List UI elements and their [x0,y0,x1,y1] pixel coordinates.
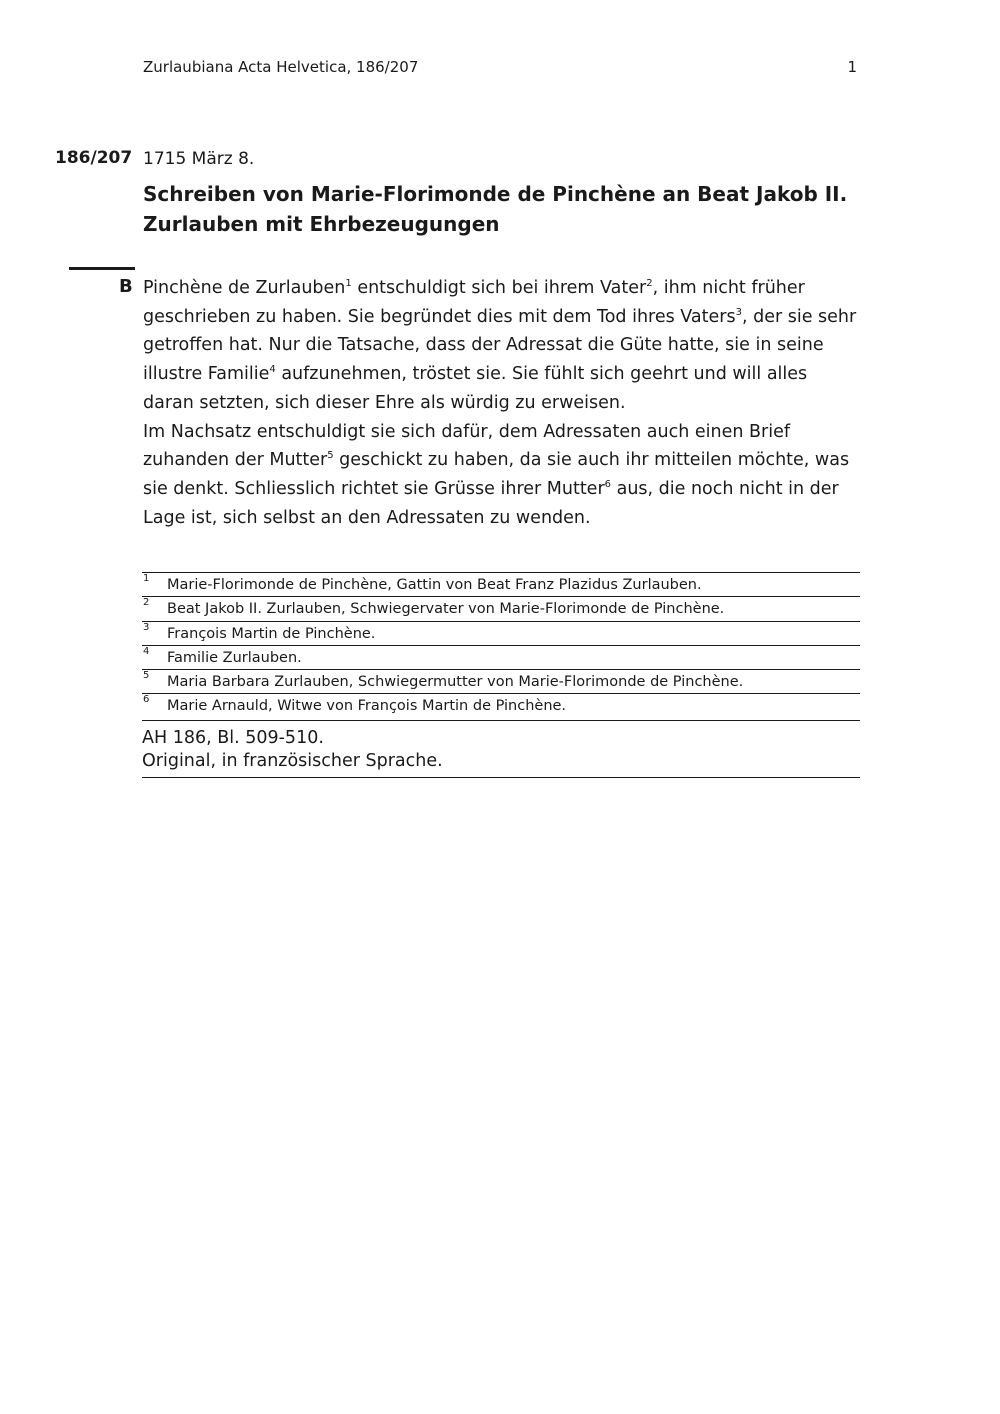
text-run: Pinchène de Zurlauben [143,278,346,298]
footnote-text: Beat Jakob II. Zurlauben, Schwiegervater von Marie-Florimonde de Pinchène. [167,601,725,618]
footnote-text: Marie Arnauld, Witwe von François Martin de Pinchène. [167,698,567,715]
footnote [142,622,860,646]
footnote [142,573,860,597]
footnote [142,694,860,721]
footnote-text: Maria Barbara Zurlauben, Schwiegermutter von Marie-Florimonde de Pinchène. [167,674,744,691]
footnote-text: Marie-Florimonde de Pinchène, Gattin von Beat Franz Plazidus Zurlauben. [167,577,702,593]
source-archive-ref: AH 186, Bl. 509-510. [142,728,324,748]
entry-number: 186/207 [55,148,133,168]
footnote-number: 4 [143,645,150,657]
header-title: Zurlaubiana Acta Helvetica, 186/207 [143,58,419,76]
text-run: aus, die noch nicht in der Lage ist, sich selbst an den Adressaten zu wenden. [143,478,839,528]
footnote-text: Familie Zurlauben. [167,649,302,666]
footnote-number: 3 [143,621,150,633]
footnote-ref: 4 [269,364,276,376]
footnote-ref: 2 [646,278,653,289]
entry-title-line-1: Schreiben von Marie-Florimonde de Pinchène an Beat Jakob II. [143,182,848,206]
source-note: Original, in französischer Sprache. [142,751,443,771]
page-number: 1 [847,58,857,76]
footnote-ref: 1 [345,278,352,289]
section-rule [69,267,135,270]
footnote-number: 5 [143,670,150,682]
footnote-number: 1 [143,573,150,584]
source-reference [142,727,860,778]
text-run: entschuldigt sich bei ihrem Vater [351,278,647,298]
summary-text [143,274,859,532]
summary-paragraph-1 [143,274,859,418]
footnote [142,646,860,670]
text-run: , ihm nicht früher geschrieben zu haben. Sie begründet dies mit dem Tod ihres Vaters [143,278,805,327]
text-run: Im Nachsatz entschuldigt sie sich dafür, dem Adressaten auch einen Brief zuhanden der Mutter [143,421,791,471]
entry-title-line-2: Zurlauben mit Ehrbezeugungen [143,212,500,236]
footnote-ref: 6 [604,478,612,490]
footnote-ref: 5 [327,450,334,462]
footnote [142,670,860,694]
footnote [142,597,860,621]
footnote-number: 6 [143,694,150,706]
footnote-text: François Martin de Pinchène. [167,625,376,642]
running-header [143,58,859,76]
section-marker: B [119,276,133,297]
entry-date: 1715 März 8. [143,149,255,169]
text-run: aufzunehmen, tröstet sie. Sie fühlt sich geehrt und will alles daran setzten, sich dieser Ehre als würdig zu erweisen. [143,364,808,413]
summary-paragraph-2 [143,418,859,533]
entry-title [143,179,859,239]
footnotes [142,572,860,721]
footnote-ref: 3 [735,306,742,318]
footnote-number: 2 [143,597,150,609]
text-run: geschickt zu haben, da sie auch ihr mitteilen möchte, was sie denkt. Schliesslich richtet sie Grüsse ihrer Mutter [143,450,850,499]
text-run: , der sie sehr getroffen hat. Nur die Tatsache, dass der Adressat die Güte hatte, sie in seine illustre Familie [143,306,857,385]
